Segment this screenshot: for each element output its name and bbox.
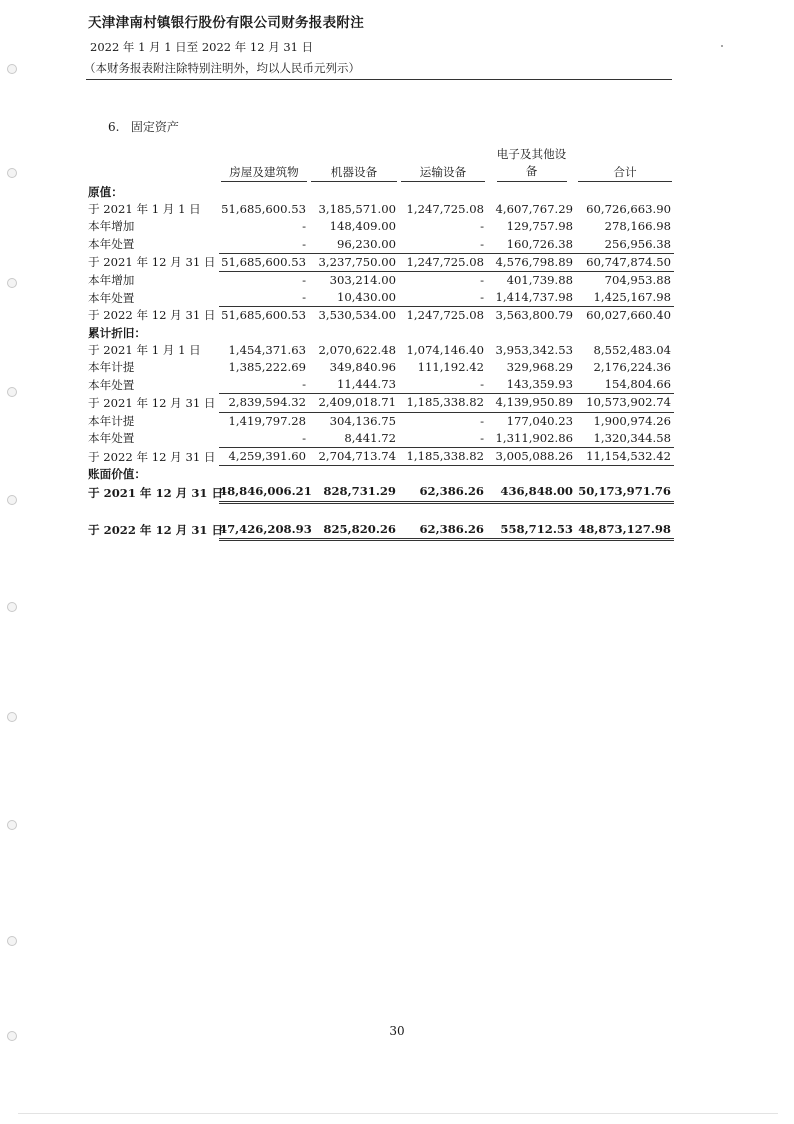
- cell-vehicles: 1,074,146.40: [406, 342, 484, 357]
- row-label: 于 2021 年 12 月 31 日: [88, 485, 224, 500]
- cell-buildings: -: [219, 236, 309, 254]
- cell-machinery: 825,820.26: [309, 521, 399, 541]
- cell-machinery: 349,840.96: [329, 360, 396, 375]
- section-row-cost: [88, 184, 674, 201]
- cell-total: 154,804.66: [576, 376, 674, 394]
- cell-machinery: 828,731.29: [309, 483, 399, 503]
- row-label: 于 2021 年 12 月 31 日: [88, 255, 216, 270]
- table-row: [88, 201, 674, 218]
- cell-electronics: 436,848.00: [487, 483, 576, 503]
- cell-vehicles: 62,386.26: [399, 483, 487, 503]
- row-label: 于 2021 年 1 月 1 日: [88, 202, 201, 217]
- cell-vehicles: 1,185,338.82: [399, 394, 487, 412]
- cell-machinery: 8,441.72: [309, 430, 399, 448]
- row-label: 本年处置: [88, 377, 135, 392]
- cell-total: 11,154,532.42: [576, 448, 674, 466]
- cell-electronics: 143,359.93: [487, 376, 576, 394]
- col-header-buildings: 房屋及建筑物: [219, 146, 309, 184]
- report-period: 2022 年 1 月 1 日至 2022 年 12 月 31 日: [90, 40, 314, 54]
- cell-vehicles: 111,192.42: [417, 360, 484, 375]
- row-label: 于 2022 年 12 月 31 日: [88, 308, 216, 323]
- document-title: 天津津南村镇银行股份有限公司财务报表附注: [88, 15, 364, 31]
- table-row: [88, 218, 674, 235]
- total-row: [88, 521, 674, 541]
- row-label: 于 2021 年 12 月 31 日: [88, 395, 216, 410]
- binder-hole: [7, 495, 17, 505]
- cell-buildings: -: [219, 289, 309, 307]
- fixed-assets-table-wrapper: [88, 146, 674, 541]
- page-bottom-edge: [18, 1113, 778, 1114]
- cell-machinery: 3,530,534.00: [318, 308, 396, 323]
- col-header-total: 合计: [576, 146, 674, 184]
- cell-total: 10,573,902.74: [576, 394, 674, 412]
- cell-buildings: -: [302, 219, 306, 234]
- cell-total: 8,552,483.04: [593, 342, 671, 357]
- table-row: [88, 359, 674, 376]
- cell-electronics: 160,726.38: [487, 236, 576, 254]
- cell-vehicles: -: [480, 219, 484, 234]
- section-heading: [108, 118, 179, 135]
- binder-hole: [7, 936, 17, 946]
- binder-hole: [7, 64, 17, 74]
- cell-buildings: 4,259,391.60: [219, 448, 309, 466]
- section-number: 6.: [108, 120, 120, 134]
- cell-buildings: 48,846,006.21: [219, 483, 309, 503]
- row-label: 本年处置: [88, 237, 135, 252]
- row-label: 于 2022 年 12 月 31 日: [88, 523, 224, 538]
- binder-hole: [7, 168, 17, 178]
- table-row: [88, 430, 674, 448]
- row-label: 于 2022 年 12 月 31 日: [88, 449, 216, 464]
- cell-total: 48,873,127.98: [576, 521, 674, 541]
- binder-hole: [7, 387, 17, 397]
- cell-machinery: 10,430.00: [309, 289, 399, 307]
- cell-buildings: 1,454,371.63: [228, 342, 306, 357]
- cell-total: 256,956.38: [576, 236, 674, 254]
- cell-total: 2,176,224.36: [593, 360, 671, 375]
- cell-machinery: 2,409,018.71: [309, 394, 399, 412]
- spacer-row: [88, 504, 674, 521]
- cell-buildings: 1,385,222.69: [228, 360, 306, 375]
- cell-machinery: 96,230.00: [309, 236, 399, 254]
- cell-vehicles: 1,247,725.08: [399, 254, 487, 272]
- cell-vehicles: 1,247,725.08: [406, 308, 484, 323]
- cell-buildings: 2,839,594.32: [219, 394, 309, 412]
- table-row: [88, 289, 674, 307]
- cell-electronics: 1,414,737.98: [487, 289, 576, 307]
- table-row: [88, 272, 674, 289]
- subtotal-row: [88, 394, 674, 412]
- cell-electronics: 4,607,767.29: [495, 202, 573, 217]
- cell-total: 1,320,344.58: [576, 430, 674, 448]
- row-label: 于 2021 年 1 月 1 日: [88, 342, 201, 357]
- cell-vehicles: -: [399, 376, 487, 394]
- cell-buildings: -: [302, 273, 306, 288]
- cell-buildings: 51,685,600.53: [221, 202, 306, 217]
- cell-vehicles: -: [399, 236, 487, 254]
- cell-machinery: 2,070,622.48: [318, 342, 396, 357]
- scan-speck: [721, 45, 723, 47]
- subtotal-row: [88, 448, 674, 466]
- cell-electronics: 3,563,800.79: [495, 308, 573, 323]
- cell-electronics: 3,005,088.26: [487, 448, 576, 466]
- section-title: 固定资产: [130, 120, 179, 134]
- cell-vehicles: 62,386.26: [399, 521, 487, 541]
- cell-machinery: 3,237,750.00: [309, 254, 399, 272]
- cell-buildings: 51,685,600.53: [219, 254, 309, 272]
- section-label: 累计折旧：: [88, 325, 146, 340]
- table-header-row: [88, 146, 674, 184]
- total-row: [88, 483, 674, 503]
- binder-hole: [7, 712, 17, 722]
- table-row: [88, 413, 674, 430]
- table-row: [88, 376, 674, 394]
- row-label: 本年计提: [88, 360, 135, 375]
- cell-total: 50,173,971.76: [576, 483, 674, 503]
- cell-machinery: 303,214.00: [329, 273, 396, 288]
- table-row: [88, 236, 674, 254]
- row-label: 本年计提: [88, 413, 135, 428]
- row-label: 本年增加: [88, 273, 135, 288]
- col-header-vehicles: 运输设备: [399, 146, 487, 184]
- cell-total: 1,900,974.26: [593, 413, 671, 428]
- cell-total: 60,747,874.50: [576, 254, 674, 272]
- cell-electronics: 329,968.29: [506, 360, 573, 375]
- section-row-depreciation: [88, 325, 674, 342]
- cell-vehicles: -: [399, 289, 487, 307]
- cell-buildings: 1,419,797.28: [228, 413, 306, 428]
- page-number: 30: [389, 1024, 405, 1038]
- row-label: 本年增加: [88, 219, 135, 234]
- cell-buildings: -: [219, 376, 309, 394]
- cell-total: 1,425,167.98: [576, 289, 674, 307]
- cell-electronics: 558,712.53: [487, 521, 576, 541]
- cell-electronics: 4,576,798.89: [487, 254, 576, 272]
- subtotal-row: [88, 254, 674, 272]
- subtotal-row: [88, 307, 674, 324]
- cell-machinery: 11,444.73: [309, 376, 399, 394]
- table-row: [88, 342, 674, 359]
- cell-vehicles: -: [480, 273, 484, 288]
- cell-vehicles: -: [399, 430, 487, 448]
- col-header-machinery: 机器设备: [309, 146, 399, 184]
- cell-electronics: 4,139,950.89: [487, 394, 576, 412]
- cell-machinery: 304,136.75: [329, 413, 396, 428]
- cell-electronics: 401,739.88: [506, 273, 573, 288]
- cell-electronics: 1,311,902.86: [487, 430, 576, 448]
- cell-machinery: 2,704,713.74: [309, 448, 399, 466]
- cell-vehicles: 1,185,338.82: [399, 448, 487, 466]
- cell-vehicles: -: [480, 413, 484, 428]
- cell-buildings: -: [219, 430, 309, 448]
- cell-total: 278,166.98: [604, 219, 671, 234]
- cell-electronics: 177,040.23: [506, 413, 573, 428]
- currency-note: （本财务报表附注除特别注明外，均以人民币元列示）: [84, 61, 360, 75]
- cell-vehicles: 1,247,725.08: [406, 202, 484, 217]
- cell-total: 60,027,660.40: [586, 308, 671, 323]
- cell-machinery: 148,409.00: [329, 219, 396, 234]
- col-header-electronics: 电子及其他设备: [487, 146, 576, 184]
- cell-machinery: 3,185,571.00: [318, 202, 396, 217]
- cell-total: 704,953.88: [604, 273, 671, 288]
- binder-hole: [7, 820, 17, 830]
- section-row-book-value: [88, 466, 674, 483]
- cell-buildings: 47,426,208.93: [219, 521, 309, 541]
- header-blank: [88, 146, 219, 184]
- cell-buildings: 51,685,600.53: [221, 308, 306, 323]
- binder-hole: [7, 278, 17, 288]
- cell-total: 60,726,663.90: [586, 202, 671, 217]
- section-label: 原值：: [88, 185, 123, 199]
- row-label: 本年处置: [88, 431, 135, 446]
- cell-electronics: 3,953,342.53: [495, 342, 573, 357]
- header-divider: [86, 79, 672, 80]
- row-label: 本年处置: [88, 290, 135, 305]
- section-label: 账面价值：: [88, 467, 146, 482]
- binder-hole: [7, 602, 17, 612]
- cell-electronics: 129,757.98: [506, 219, 573, 234]
- fixed-assets-table: [88, 146, 674, 541]
